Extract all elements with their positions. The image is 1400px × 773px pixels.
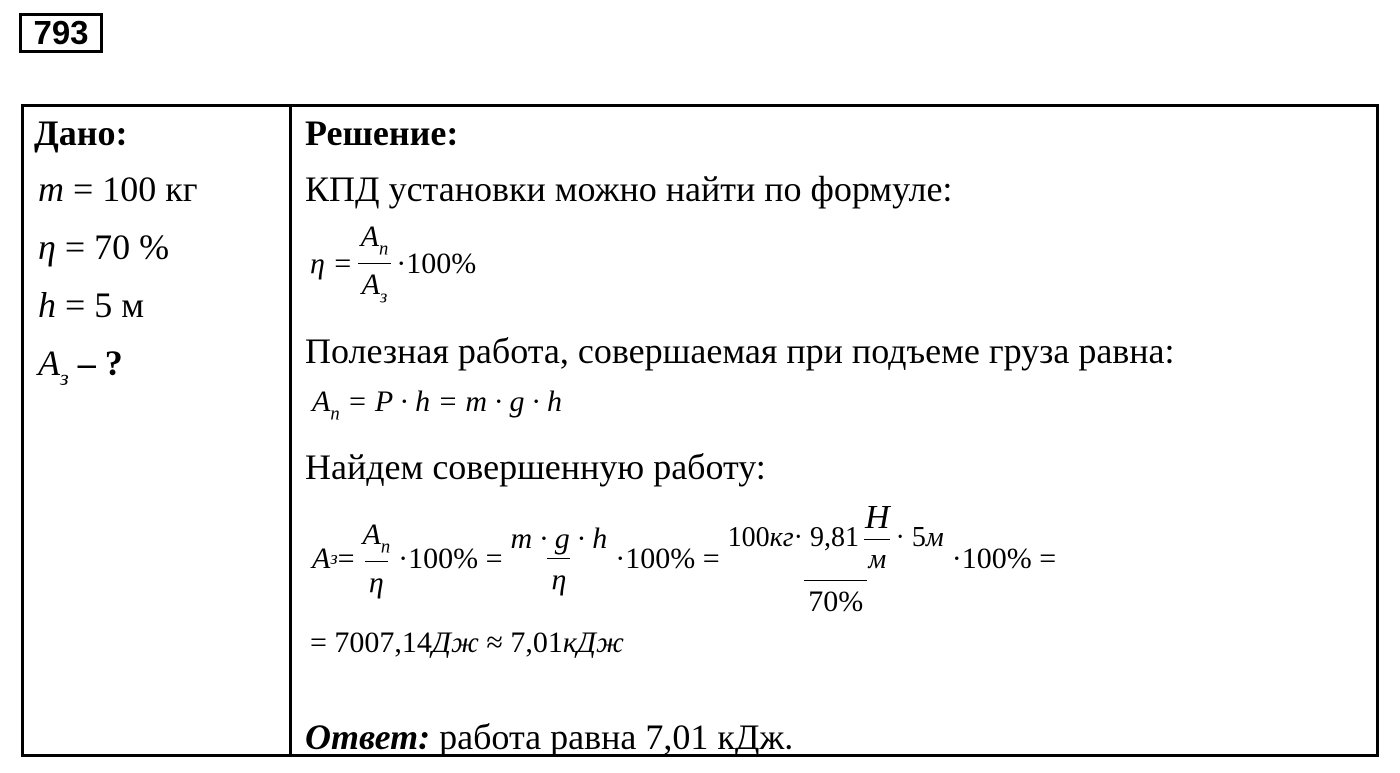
result-value: = 7007,14 <box>310 626 432 659</box>
efficiency-symbol: η <box>38 227 56 267</box>
solution-line-2: Полезная работа, совершаемая при подъеме груза равна: <box>305 331 1175 371</box>
result-unit-kj: кДж <box>562 626 624 659</box>
solution-heading: Решение: <box>305 113 459 153</box>
given-heading: Дано: <box>34 113 128 153</box>
mass-value: = 100 кг <box>64 169 198 209</box>
solution-line-3: Найдем совершенную работу: <box>305 447 766 487</box>
formula3-unit-fraction <box>861 499 894 576</box>
formula3-f2-den: η <box>547 558 570 597</box>
formula2-rhs: = P · h = m · g · h <box>339 385 563 418</box>
efficiency-formula <box>310 222 476 306</box>
formula3-f3-num-b: · 9,81 <box>793 521 859 553</box>
formula1-den-subscript: з <box>379 285 388 307</box>
unknown-symbol: A <box>38 343 60 383</box>
answer-line <box>305 716 793 758</box>
answer-label: Ответ: <box>305 717 431 757</box>
formula1-lhs: η = <box>310 247 353 280</box>
formula3-tail2: ·100% = <box>615 542 720 575</box>
formula3-f3-num-a: 100 <box>727 521 770 553</box>
formula3-tail1: ·100% = <box>398 542 503 575</box>
formula3-symbol: A <box>312 542 331 575</box>
formula3-unit-num: Н <box>864 499 890 536</box>
formula3-f3-num-m: м <box>925 521 944 553</box>
formula3-f1-num-symbol: A <box>362 518 381 552</box>
formula3-f3-den: 70% <box>804 580 867 619</box>
answer-text: работа равна 7,01 кДж. <box>430 717 794 757</box>
formula1-num-subscript: п <box>378 238 389 260</box>
problem-number: 793 <box>19 13 103 53</box>
formula3-f3-num-c: · 5 <box>895 521 926 553</box>
formula3-f3-num-kg: кг <box>769 521 794 553</box>
unknown-subscript: з <box>60 365 69 391</box>
formula3-eq1: = <box>337 542 355 575</box>
height-symbol: h <box>38 285 56 325</box>
given-height <box>38 284 144 326</box>
formula2-symbol: A <box>312 385 331 418</box>
column-divider <box>289 104 292 757</box>
formula3-f1-den: η <box>365 561 388 600</box>
formula1-num-symbol: A <box>360 220 379 254</box>
given-mass <box>38 168 198 210</box>
useful-work-formula <box>312 385 562 425</box>
formula3-subscript: з <box>330 548 338 569</box>
formula2-subscript: п <box>330 403 340 425</box>
result-unit-j: Дж <box>431 626 479 659</box>
solution-line-1: КПД установки можно найти по формуле: <box>305 169 953 209</box>
formula1-den-symbol: A <box>361 267 380 301</box>
formula1-fraction <box>357 220 393 308</box>
efficiency-value: = 70 % <box>55 227 170 267</box>
formula3-fraction-3 <box>724 499 948 619</box>
formula3-fraction-1 <box>359 518 395 599</box>
result-approx: ≈ 7,01 <box>478 626 563 659</box>
unknown-question: – ? <box>68 343 123 383</box>
formula3-unit-den: м <box>864 539 890 576</box>
given-unknown <box>38 342 123 391</box>
mass-symbol: m <box>38 169 64 209</box>
total-work-formula <box>312 500 1056 618</box>
formula3-f1-num-subscript: п <box>380 536 391 558</box>
formula3-f2-num: m · g · h <box>510 521 608 555</box>
formula3-tail3: ·100% = <box>951 542 1057 575</box>
formula3-fraction-2 <box>507 522 612 597</box>
given-efficiency <box>38 226 169 268</box>
result-formula <box>310 626 624 660</box>
formula1-tail: ·100% <box>396 247 477 280</box>
height-value: = 5 м <box>56 285 145 325</box>
